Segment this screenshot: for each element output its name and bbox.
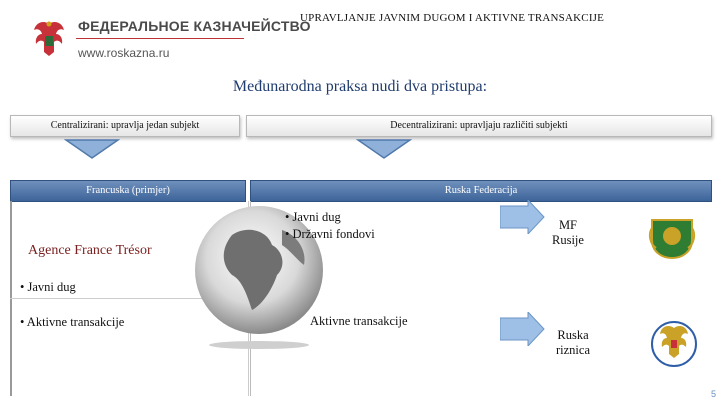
right-bullet-public-debt: • Javni dug bbox=[285, 210, 341, 224]
russian-treasury-label: Ruska riznica bbox=[556, 328, 591, 357]
russian-federation-header: Ruska Federacija bbox=[250, 180, 712, 202]
france-example-header: Francuska (primjer) bbox=[10, 180, 246, 202]
mf-russia-label: MF Rusije bbox=[552, 218, 584, 247]
org-url: www.roskazna.ru bbox=[78, 46, 170, 60]
double-headed-eagle-icon bbox=[30, 18, 68, 58]
centralized-approach-bar: Centralizirani: upravlja jedan subjekt bbox=[10, 115, 240, 137]
right-bullet-state-funds: • Državni fondovi bbox=[285, 227, 375, 241]
org-name: ФЕДЕРАЛЬНОЕ КАЗНАЧЕЙСТВО bbox=[78, 18, 311, 34]
left-funnel-arrow-icon bbox=[64, 138, 120, 160]
right-active-transactions: Aktivne transakcije bbox=[310, 314, 408, 328]
mf-emblem-icon bbox=[648, 210, 696, 260]
agence-france-tresor-label: Agence France Trésor bbox=[28, 243, 152, 258]
page-number: 5 bbox=[710, 389, 716, 399]
slide-subtitle: Međunarodna praksa nudi dva pristupa: bbox=[232, 78, 488, 95]
arrow-to-treasury-icon bbox=[500, 312, 545, 346]
arrow-to-mf-icon bbox=[500, 200, 545, 234]
left-item-active-transactions: • Aktivne transakcije bbox=[20, 315, 125, 329]
slide-title: UPRAVLJANJE JAVNIM DUGOM I AKTIVNE TRANSAKCIJE bbox=[300, 12, 605, 24]
left-item-public-debt: • Javni dug bbox=[20, 280, 76, 294]
right-funnel-arrow-icon bbox=[356, 138, 412, 160]
decentralized-approach-bar: Decentralizirani: upravljaju različiti subjekti bbox=[246, 115, 712, 137]
logo-divider bbox=[76, 38, 244, 39]
treasury-eagle-emblem-icon bbox=[650, 318, 698, 368]
